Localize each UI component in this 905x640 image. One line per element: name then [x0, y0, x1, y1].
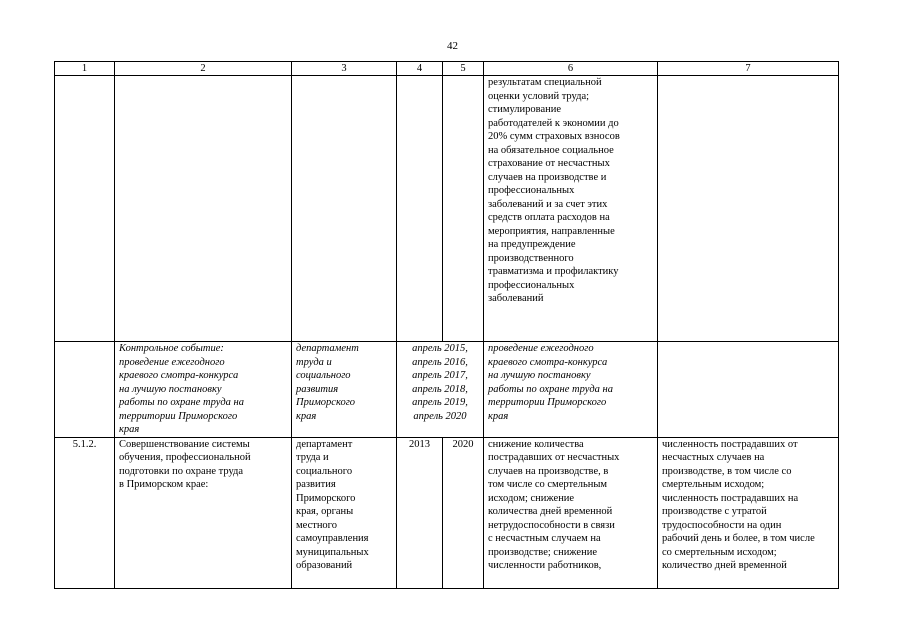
column-number-6: 6: [484, 62, 658, 76]
column-number-7: 7: [658, 62, 839, 76]
column-number-3: 3: [292, 62, 397, 76]
cell-number: [55, 76, 115, 342]
cell-executor: [292, 76, 397, 342]
cell-start-year: 2013: [397, 437, 443, 588]
page-number: 42: [447, 40, 458, 52]
cell-number: 5.1.2.: [55, 437, 115, 588]
column-number-2: 2: [115, 62, 292, 76]
cell-indicator: [658, 342, 839, 438]
cell-end-year: [443, 76, 484, 342]
cell-activity: [115, 76, 292, 342]
cell-indicator: [658, 76, 839, 342]
cell-indicator: численность пострадавших от несчастных случаев на производстве, в том числе со смертельным исходом; численность пострадавших на производстве с утратой трудоспособности на один рабочий день и более, в том числе со смертельным исходом; количество дней временной: [658, 437, 839, 588]
cell-expected-result: снижение количества пострадавших от несчастных случаев на производстве, в том числе со смертельным исходом; снижение количества дней временной нетрудоспособности в связи с несчастным случаем на производстве; снижение численности работников,: [484, 437, 658, 588]
column-number-1: 1: [55, 62, 115, 76]
table-header-row: [55, 62, 839, 76]
cell-control-dates: апрель 2015, апрель 2016, апрель 2017, апрель 2018, апрель 2019, апрель 2020: [397, 342, 484, 438]
cell-expected-result: проведение ежегодного краевого смотра-конкурса на лучшую постановку работы по охране труда на территории Приморского края: [484, 342, 658, 438]
cell-control-event: Контрольное событие: проведение ежегодного краевого смотра-конкурса на лучшую постановку работы по охране труда на территории Приморского края: [115, 342, 292, 438]
table-row: [55, 342, 839, 438]
column-number-5: 5: [443, 62, 484, 76]
cell-number: [55, 342, 115, 438]
cell-activity: Совершенствование системы обучения, профессиональной подготовки по охране труда в Приморском крае:: [115, 437, 292, 588]
table-row: [55, 437, 839, 588]
cell-end-year: 2020: [443, 437, 484, 588]
cell-executor: департамент труда и социального развития Приморского края: [292, 342, 397, 438]
table-row: [55, 76, 839, 342]
column-number-4: 4: [397, 62, 443, 76]
measures-table: [54, 61, 839, 589]
cell-expected-result: результатам специальной оценки условий труда; стимулирование работодателей к экономии до 20% сумм страховых взносов на обязательное социальное страхование от несчастных случаев на производстве и профессиональных заболеваний и за счет этих средств оплата расходов на мероприятия, направленные на предупреждение производственного травматизма и профилактику профессиональных заболеваний: [484, 76, 658, 342]
cell-executor: департамент труда и социального развития Приморского края, органы местного самоуправления муниципальных образований: [292, 437, 397, 588]
cell-start-year: [397, 76, 443, 342]
